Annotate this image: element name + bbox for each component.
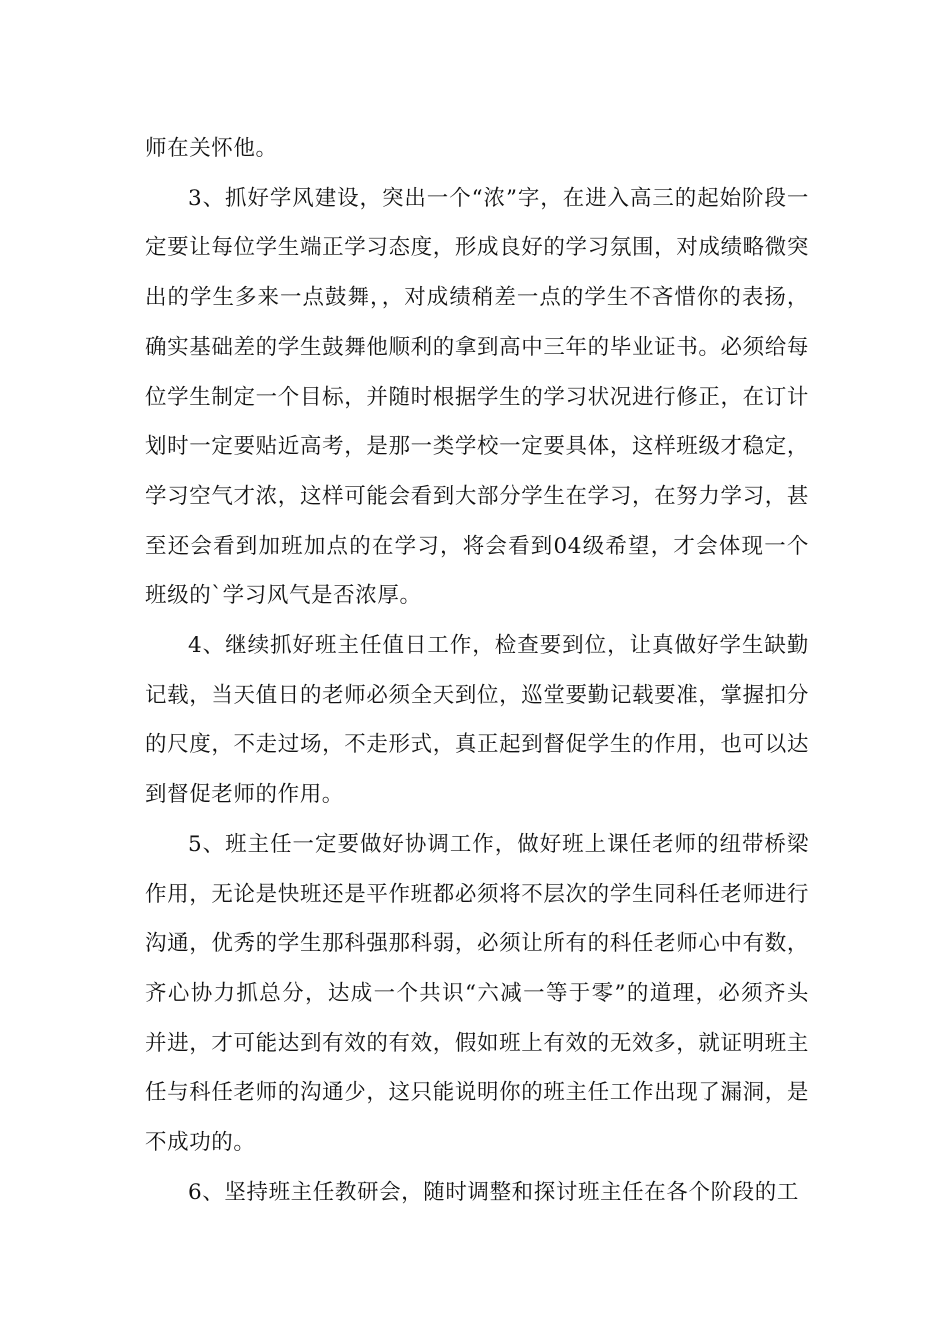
document-body xyxy=(145,124,809,1217)
paragraph-item-6: 6、坚持班主任教研会，随时调整和探讨班主任在各个阶段的工 xyxy=(188,1179,799,1205)
paragraph-continuation: 师在关怀他。 xyxy=(145,136,278,161)
paragraph-item-3: 3、抓好学风建设，突出一个“浓”字，在进入高三的起始阶段一定要让每位学生端正学习态度，形成良好的学习氛围，对成绩略微突出的学生多来一点鼓舞，，对成绩稍差一点的学生不吝惜你的表扬，确实基础差的学生鼓舞他顺利的拿到高中三年的毕业证书。必须给每位学生制定一个目标，并随时根据学生的学习状况进行修正，在订计划时一定要贴近高考，是那一类学校一定要具体，这样班级才稳定，学习空气才浓，这样可能会看到大部分学生在学习，在努力学习，甚至还会看到加班加点的在学习，将会看到04级希望，才会体现一个班级的`学习风气是否浓厚。 xyxy=(145,185,809,609)
paragraph-item-4: 4、继续抓好班主任值日工作，检查要到位，让真做好学生缺勤记载，当天值日的老师必须全天到位，巡堂要勤记载要准，掌握扣分的尺度，不走过场，不走形式，真正起到督促学生的作用，也可以达到督促老师的作用。 xyxy=(145,633,809,808)
paragraph-item-5: 5、班主任一定要做好协调工作，做好班上课任老师的纽带桥梁作用，无论是快班还是平作班都必须将不层次的学生同科任老师进行沟通，优秀的学生那科强那科弱，必须让所有的科任老师心中有数，齐心协力抓总分，达成一个共识“六减一等于零”的道理，必须齐头并进，才可能达到有效的有效，假如班上有效的无效多，就证明班主任与科任老师的沟通少，这只能说明你的班主任工作出现了漏洞，是不成功的。 xyxy=(145,831,809,1156)
